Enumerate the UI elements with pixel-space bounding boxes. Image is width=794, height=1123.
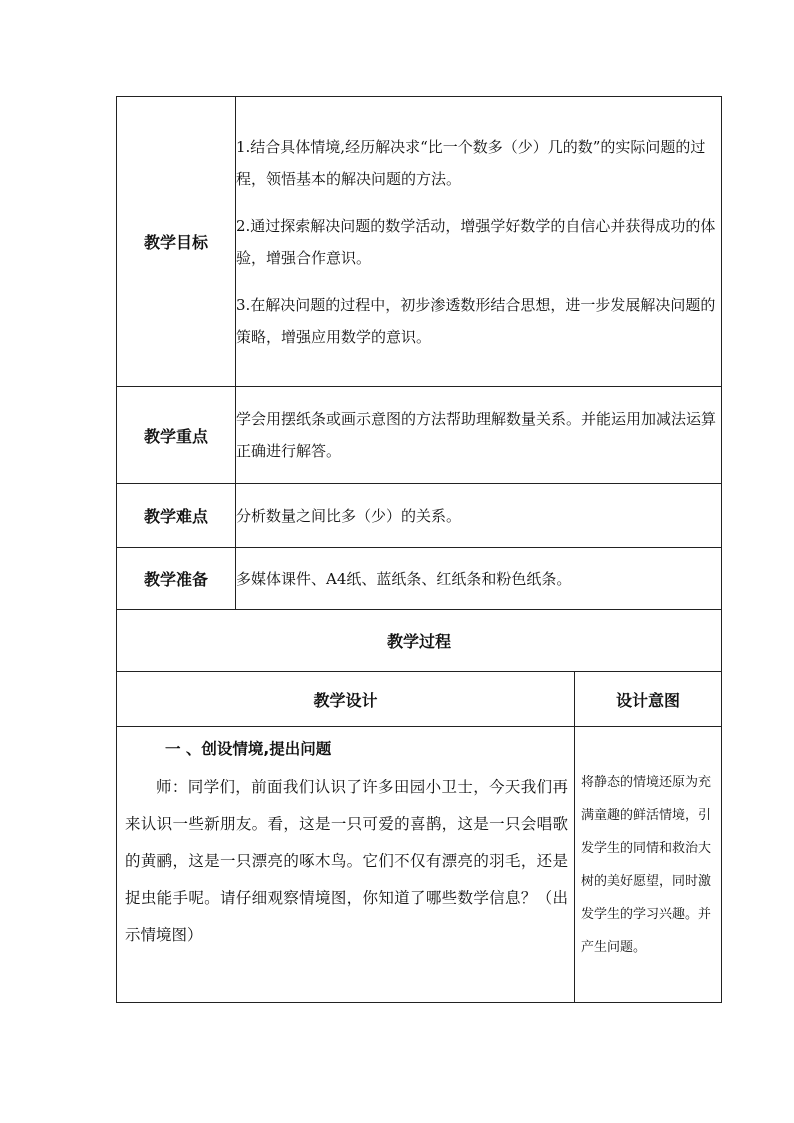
objective-item-2: 2.通过探索解决问题的数学活动，增强学好数学的自信心并获得成功的体验，增强合作意识。	[236, 216, 716, 267]
preparation-row	[117, 548, 722, 610]
objectives-row	[117, 97, 722, 387]
process-title: 教学过程	[117, 610, 722, 672]
design-column-header: 教学设计	[117, 672, 575, 727]
intent-column-header: 设计意图	[575, 672, 722, 727]
process-content-row	[117, 727, 722, 1003]
process-header-row	[117, 672, 722, 727]
lesson-plan-table	[116, 96, 722, 1003]
key-points-label: 教学重点	[117, 387, 236, 484]
key-points-content: 学会用摆纸条或画示意图的方法帮助理解数量关系。并能运用加减法运算正确进行解答。	[236, 387, 722, 484]
objective-item-1: 1.结合具体情境,经历解决求“比一个数多（少）几的数”的实际问题的过程，领悟基本的解决问题的方法。	[236, 137, 706, 188]
design-content	[117, 727, 575, 1003]
difficulties-label: 教学难点	[117, 484, 236, 548]
objective-item-3: 3.在解决问题的过程中，初步渗透数形结合思想，进一步发展解决问题的策略，增强应用数学的意识。	[236, 295, 716, 346]
difficulties-row	[117, 484, 722, 548]
intent-text: 将静态的情境还原为充满童趣的鲜活情境，引发学生的同情和救治大树的美好愿望，同时激发学生的学习兴趣。并产生问题。	[581, 774, 712, 955]
process-title-row	[117, 610, 722, 672]
preparation-content: 多媒体课件、A4纸、蓝纸条、红纸条和粉色纸条。	[236, 548, 722, 610]
difficulties-content: 分析数量之间比多（少）的关系。	[236, 484, 722, 548]
preparation-label: 教学准备	[117, 548, 236, 610]
objectives-label: 教学目标	[117, 97, 236, 387]
intent-content	[575, 727, 722, 1003]
key-points-row	[117, 387, 722, 484]
teacher-paragraph: 师：同学们，前面我们认识了许多田园小卫士，今天我们再来认识一些新朋友。看，这是一只可爱的喜鹊，这是一只会唱歌的黄鹂，这是一只漂亮的啄木鸟。它们不仅有漂亮的羽毛，还是捉虫能手呢。请仔细观察情境图，你知道了哪些数学信息？（出示情境图）	[125, 778, 568, 944]
section-title: 一 、创设情境,提出问题	[165, 740, 332, 758]
objectives-content	[236, 97, 722, 387]
